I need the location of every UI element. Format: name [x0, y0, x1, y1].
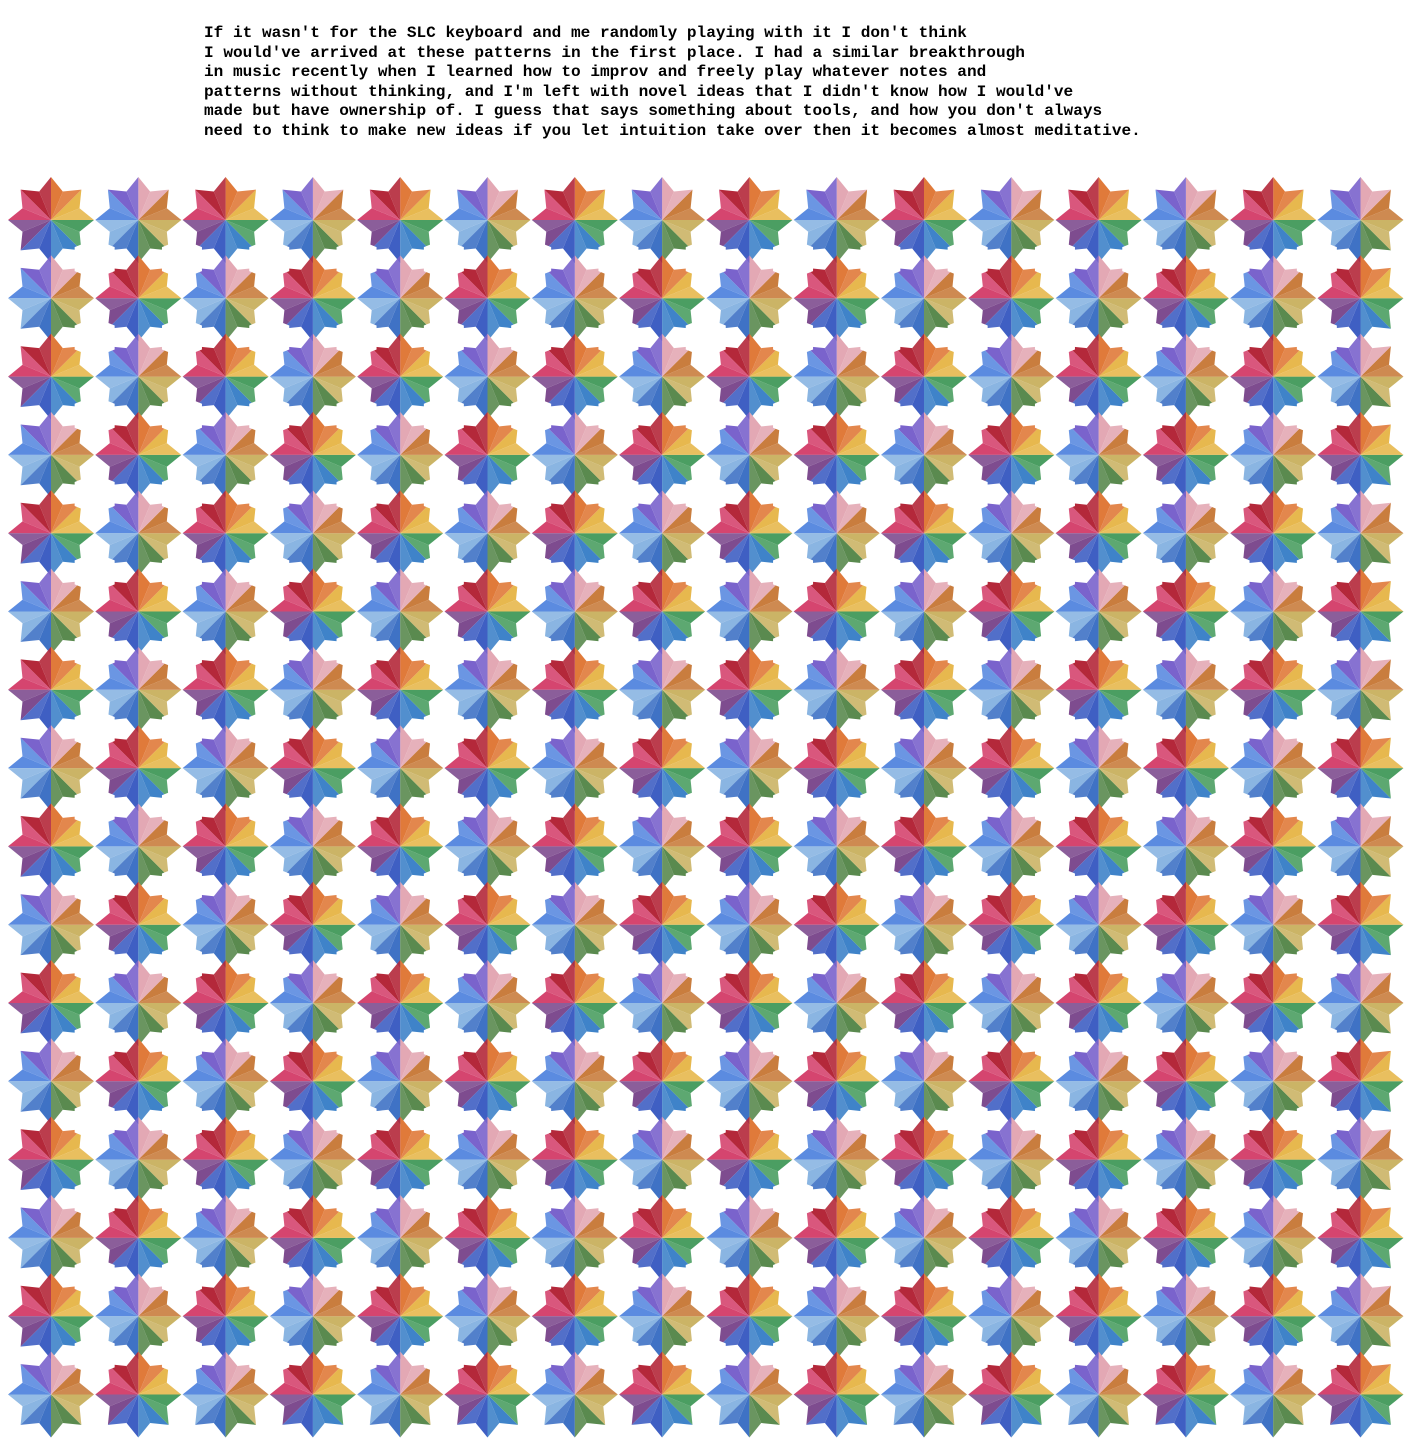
window-gap: [424, 1100, 464, 1140]
window-gap: [948, 1335, 988, 1375]
caption-line-2: I would've arrived at these patterns in the first place. I had a similar breakthrough: [204, 43, 1025, 62]
window-gap: [424, 239, 464, 279]
window-gap: [337, 317, 377, 357]
window-gap: [75, 1257, 115, 1297]
window-gap: [511, 1257, 551, 1297]
window-gap: [948, 239, 988, 279]
window-gap: [1122, 552, 1162, 592]
window-gap: [686, 317, 726, 357]
window-gap: [1035, 1179, 1075, 1219]
window-gap: [1210, 317, 1250, 357]
window-gap: [1035, 631, 1075, 671]
window-gap: [1210, 239, 1250, 279]
window-gap: [75, 944, 115, 984]
window-gap: [249, 709, 289, 749]
window-gap: [773, 1100, 813, 1140]
window-gap: [1122, 396, 1162, 436]
window-gap: [773, 317, 813, 357]
window-gap: [162, 317, 202, 357]
window-gap: [511, 944, 551, 984]
window-gap: [1035, 239, 1075, 279]
window-gap: [337, 866, 377, 906]
window-gap: [948, 709, 988, 749]
window-gap: [598, 396, 638, 436]
window-gap: [1035, 1022, 1075, 1062]
window-gap: [75, 474, 115, 514]
window-gap: [860, 239, 900, 279]
window-gap: [1297, 396, 1337, 436]
window-gap: [1297, 552, 1337, 592]
window-gap: [686, 1100, 726, 1140]
window-gap: [1035, 1257, 1075, 1297]
window-gap: [773, 1022, 813, 1062]
window-gap: [1210, 1022, 1250, 1062]
window-gap: [1297, 1022, 1337, 1062]
window-gap: [773, 944, 813, 984]
caption-line-3: in music recently when I learned how to improv and freely play whatever notes and: [204, 63, 987, 82]
window-gap: [337, 1179, 377, 1219]
window-gap: [1122, 1335, 1162, 1375]
caption-line-6: need to think to make new ideas if you let intuition take over then it becomes almost meditative.: [204, 121, 1141, 140]
window-gap: [1035, 1335, 1075, 1375]
window-gap: [1210, 1335, 1250, 1375]
window-gap: [424, 1179, 464, 1219]
window-gap: [686, 1257, 726, 1297]
window-gap: [860, 1335, 900, 1375]
window-gap: [1297, 866, 1337, 906]
window-gap: [686, 866, 726, 906]
window-gap: [598, 1179, 638, 1219]
window-gap: [75, 1022, 115, 1062]
window-gap: [162, 787, 202, 827]
window-gap: [424, 866, 464, 906]
window-gap: [1210, 396, 1250, 436]
window-gap: [249, 631, 289, 671]
window-gap: [75, 239, 115, 279]
window-gap: [1122, 787, 1162, 827]
window-gap: [1297, 1335, 1337, 1375]
window-gap: [249, 317, 289, 357]
window-gap: [162, 709, 202, 749]
window-gap: [686, 1335, 726, 1375]
window-gap: [948, 944, 988, 984]
window-gap: [249, 474, 289, 514]
window-gap: [1122, 1100, 1162, 1140]
window-gap: [686, 944, 726, 984]
window-gap: [511, 474, 551, 514]
window-gap: [1297, 787, 1337, 827]
caption-line-1: If it wasn't for the SLC keyboard and me randomly playing with it I don't think: [204, 24, 967, 42]
window-gap: [598, 1100, 638, 1140]
window-gap: [75, 1100, 115, 1140]
window-gap: [249, 396, 289, 436]
window-gap: [337, 1100, 377, 1140]
window-gap: [860, 317, 900, 357]
window-gap: [249, 866, 289, 906]
window-gap: [773, 396, 813, 436]
window-gap: [948, 396, 988, 436]
window-gap: [1210, 474, 1250, 514]
window-gap: [511, 317, 551, 357]
window-gap: [860, 631, 900, 671]
window-gap: [424, 1257, 464, 1297]
window-gap: [424, 474, 464, 514]
window-gap: [1122, 317, 1162, 357]
window-gap: [1297, 944, 1337, 984]
window-gap: [424, 631, 464, 671]
window-gap: [337, 787, 377, 827]
window-gap: [598, 1257, 638, 1297]
window-gap: [1122, 709, 1162, 749]
window-gap: [337, 239, 377, 279]
window-gap: [1297, 317, 1337, 357]
window-gap: [686, 552, 726, 592]
window-gap: [424, 317, 464, 357]
window-gap: [773, 552, 813, 592]
window-gap: [1035, 944, 1075, 984]
window-gap: [75, 317, 115, 357]
window-gap: [337, 1257, 377, 1297]
window-gap: [686, 787, 726, 827]
window-gap: [162, 631, 202, 671]
window-gap: [1210, 866, 1250, 906]
window-gap: [511, 1179, 551, 1219]
caption-line-5: made but have ownership of. I guess that says something about tools, and how you don't always: [204, 102, 1103, 121]
window-gap: [1035, 866, 1075, 906]
window-gap: [75, 396, 115, 436]
window-gap: [424, 1335, 464, 1375]
window-gap: [1210, 631, 1250, 671]
window-gap: [598, 1022, 638, 1062]
window-gap: [337, 474, 377, 514]
window-gap: [75, 866, 115, 906]
window-gap: [598, 866, 638, 906]
window-gap: [860, 709, 900, 749]
window-gap: [249, 1257, 289, 1297]
window-gap: [860, 552, 900, 592]
window-gap: [75, 787, 115, 827]
window-gap: [162, 1335, 202, 1375]
window-gap: [162, 474, 202, 514]
window-gap: [1035, 709, 1075, 749]
window-gap: [162, 944, 202, 984]
window-gap: [598, 631, 638, 671]
window-gap: [511, 709, 551, 749]
window-gap: [1297, 474, 1337, 514]
window-gap: [75, 1179, 115, 1219]
window-gap: [424, 944, 464, 984]
window-gap: [1297, 1179, 1337, 1219]
window-gap: [511, 1022, 551, 1062]
window-gap: [1210, 1100, 1250, 1140]
window-gap: [1122, 1022, 1162, 1062]
window-gap: [1122, 1257, 1162, 1297]
window-gap: [511, 1100, 551, 1140]
window-gap: [249, 1100, 289, 1140]
window-gap: [249, 944, 289, 984]
window-gap: [860, 866, 900, 906]
window-gap: [162, 396, 202, 436]
window-gap: [860, 396, 900, 436]
window-gap: [773, 1257, 813, 1297]
window-gap: [773, 709, 813, 749]
window-gap: [1297, 1100, 1337, 1140]
window-gap: [1210, 1179, 1250, 1219]
window-gap: [1035, 317, 1075, 357]
window-gap: [598, 1335, 638, 1375]
window-gap: [1210, 709, 1250, 749]
window-gap: [249, 239, 289, 279]
window-gap: [1210, 552, 1250, 592]
window-gap: [773, 474, 813, 514]
window-gap: [860, 1179, 900, 1219]
window-gap: [1035, 552, 1075, 592]
window-gap: [1035, 1100, 1075, 1140]
window-gap: [249, 552, 289, 592]
window-gap: [860, 1100, 900, 1140]
window-gap: [249, 1179, 289, 1219]
window-gap: [598, 709, 638, 749]
window-gap: [424, 787, 464, 827]
window-gap: [686, 1022, 726, 1062]
window-gap: [598, 239, 638, 279]
window-gap: [75, 1335, 115, 1375]
window-gap: [249, 1335, 289, 1375]
window-gap: [75, 552, 115, 592]
window-gap: [511, 396, 551, 436]
window-gap: [948, 1100, 988, 1140]
window-gap: [598, 944, 638, 984]
window-gap: [337, 1022, 377, 1062]
window-gap: [1122, 631, 1162, 671]
window-gap: [1035, 396, 1075, 436]
window-gap: [948, 866, 988, 906]
window-gap: [75, 631, 115, 671]
window-gap: [1297, 1257, 1337, 1297]
window-gap: [1035, 474, 1075, 514]
window-gap: [948, 1022, 988, 1062]
window-gap: [860, 1022, 900, 1062]
window-gap: [162, 239, 202, 279]
window-gap: [948, 787, 988, 827]
window-gap: [511, 866, 551, 906]
window-gap: [860, 474, 900, 514]
window-gap: [598, 317, 638, 357]
window-gaps: [75, 239, 1337, 1375]
window-gap: [162, 1100, 202, 1140]
window-gap: [162, 1257, 202, 1297]
window-gap: [686, 631, 726, 671]
window-gap: [337, 631, 377, 671]
window-gap: [1297, 239, 1337, 279]
window-gap: [686, 709, 726, 749]
window-gap: [249, 1022, 289, 1062]
window-gap: [860, 787, 900, 827]
window-gap: [686, 239, 726, 279]
window-gap: [598, 474, 638, 514]
window-gap: [337, 944, 377, 984]
window-gap: [424, 709, 464, 749]
window-gap: [337, 552, 377, 592]
window-gap: [249, 787, 289, 827]
window-gap: [1210, 1257, 1250, 1297]
window-gap: [511, 787, 551, 827]
window-gap: [773, 631, 813, 671]
window-gap: [424, 1022, 464, 1062]
window-gap: [1122, 944, 1162, 984]
window-gap: [337, 1335, 377, 1375]
window-gap: [773, 866, 813, 906]
window-gap: [948, 1179, 988, 1219]
window-gap: [1210, 944, 1250, 984]
window-gap: [686, 474, 726, 514]
caption-line-4: patterns without thinking, and I'm left with novel ideas that I didn't know how I would've: [204, 82, 1074, 101]
window-gap: [511, 552, 551, 592]
window-gap: [1297, 631, 1337, 671]
window-gap: [773, 1179, 813, 1219]
window-gap: [1122, 1179, 1162, 1219]
window-gap: [948, 317, 988, 357]
window-gap: [424, 396, 464, 436]
window-gap: [948, 474, 988, 514]
window-gap: [511, 1335, 551, 1375]
window-gap: [162, 552, 202, 592]
window-gap: [337, 709, 377, 749]
window-gap: [162, 866, 202, 906]
window-gap: [511, 239, 551, 279]
window-gap: [75, 709, 115, 749]
window-gap: [860, 1257, 900, 1297]
window-gap: [948, 552, 988, 592]
window-gap: [773, 787, 813, 827]
window-gap: [424, 552, 464, 592]
window-gap: [948, 1257, 988, 1297]
window-gap: [773, 1335, 813, 1375]
window-gap: [1122, 474, 1162, 514]
window-gap: [598, 787, 638, 827]
window-gap: [1122, 866, 1162, 906]
window-gap: [1035, 787, 1075, 827]
window-gap: [686, 1179, 726, 1219]
window-gap: [860, 944, 900, 984]
window-gap: [1122, 239, 1162, 279]
window-gap: [162, 1022, 202, 1062]
window-gap: [1210, 787, 1250, 827]
window-gap: [162, 1179, 202, 1219]
window-gap: [773, 239, 813, 279]
window-gap: [686, 396, 726, 436]
window-gap: [511, 631, 551, 671]
window-gap: [337, 396, 377, 436]
window-gap: [948, 631, 988, 671]
window-gap: [598, 552, 638, 592]
window-gap: [1297, 709, 1337, 749]
